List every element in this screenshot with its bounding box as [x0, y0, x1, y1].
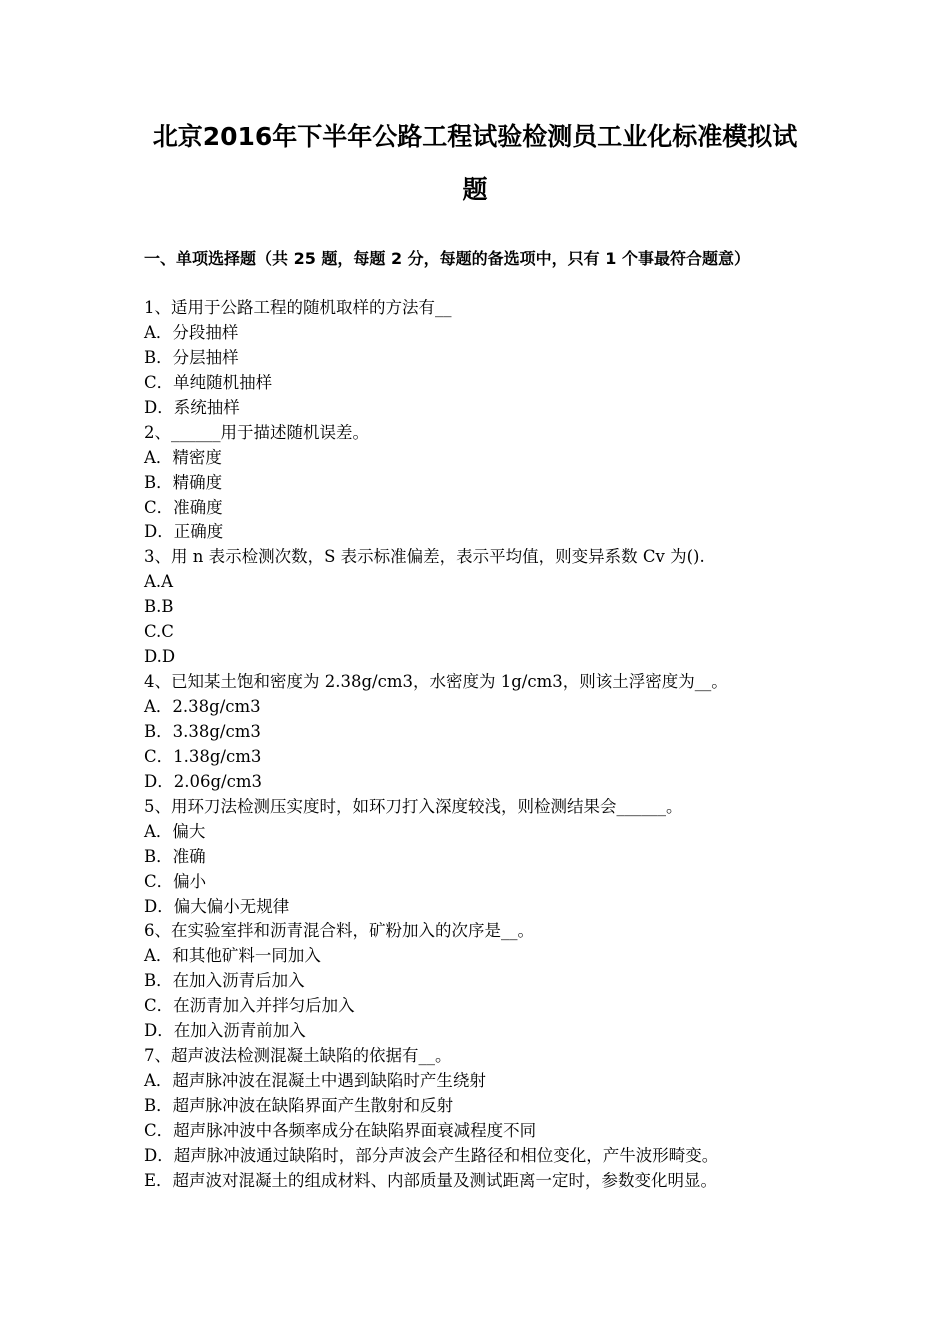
- option-b: B．准确: [144, 846, 206, 866]
- option-d: D．2.06g/cm3: [144, 771, 262, 791]
- question-stem: 7、超声波法检测混凝土缺陷的依据有__。: [144, 1046, 452, 1066]
- question-5: [144, 795, 824, 920]
- option-b: B．分层抽样: [144, 347, 239, 367]
- option-d: D．在加入沥青前加入: [144, 1021, 306, 1041]
- question-stem: 3、用 n 表示检测次数，S 表示标准偏差，表示平均值，则变异系数 Cv 为().: [144, 547, 705, 567]
- option-c: C．单纯随机抽样: [144, 372, 273, 392]
- question-stem: 2、______用于描述随机误差。: [144, 422, 369, 442]
- option-c: C．准确度: [144, 497, 223, 517]
- question-stem: 1、适用于公路工程的随机取样的方法有__: [144, 298, 452, 317]
- option-b: B．3.38g/cm3: [144, 721, 261, 741]
- option-a: A．偏大: [144, 821, 206, 841]
- question-3: [144, 545, 824, 670]
- option-c: C．超声脉冲波中各频率成分在缺陷界面衰减程度不同: [144, 1120, 537, 1140]
- question-1: [144, 296, 824, 421]
- question-6: [144, 919, 824, 1044]
- question-stem: 5、用环刀法检测压实度时，如环刀打入深度较浅，则检测结果会______。: [144, 796, 683, 816]
- option-c: C.C: [144, 622, 174, 642]
- section-heading: 一、单项选择题（共 25 题，每题 2 分，每题的备选项中，只有 1 个事最符合题意）: [144, 249, 750, 268]
- question-7: [144, 1044, 824, 1194]
- option-a: A．分段抽样: [144, 322, 239, 342]
- document-title-line-2: 题: [462, 175, 488, 204]
- option-c: C．1.38g/cm3: [144, 746, 262, 766]
- question-stem: 4、已知某土饱和密度为 2.38g/cm3，水密度为 1g/cm3，则该土浮密度为__。: [144, 672, 728, 692]
- option-b: B．超声脉冲波在缺陷界面产生散射和反射: [144, 1096, 454, 1115]
- question-4: [144, 670, 824, 795]
- document-title-line-1: 北京2016年下半年公路工程试验检测员工业化标准模拟试: [152, 122, 798, 151]
- option-b: B．在加入沥青后加入: [144, 971, 305, 991]
- question-list: [144, 296, 824, 1194]
- option-a: A．2.38g/cm3: [144, 697, 261, 716]
- option-b: B.B: [144, 597, 174, 617]
- option-a: A．精密度: [144, 447, 222, 467]
- option-e: E．超声波对混凝土的组成材料、内部质量及测试距离一定时，参数变化明显。: [144, 1170, 718, 1190]
- question-stem: 6、在实验室拌和沥青混合料，矿粉加入的次序是__。: [144, 921, 534, 941]
- option-d: D．正确度: [144, 522, 224, 542]
- question-2: [144, 421, 824, 546]
- option-a: A.A: [144, 572, 174, 592]
- option-d: D．系统抽样: [144, 397, 240, 417]
- option-a: A．和其他矿料一同加入: [144, 946, 321, 966]
- option-d: D.D: [144, 647, 176, 667]
- option-a: A．超声脉冲波在混凝土中遇到缺陷时产生绕射: [144, 1071, 486, 1091]
- option-c: C．偏小: [144, 871, 207, 891]
- option-d: D．超声脉冲波通过缺陷时，部分声波会产生路径和相位变化，产牛波形畸变。: [144, 1145, 719, 1165]
- option-b: B．精确度: [144, 472, 223, 492]
- option-d: D．偏大偏小无规律: [144, 896, 290, 916]
- option-c: C．在沥青加入并拌匀后加入: [144, 996, 355, 1016]
